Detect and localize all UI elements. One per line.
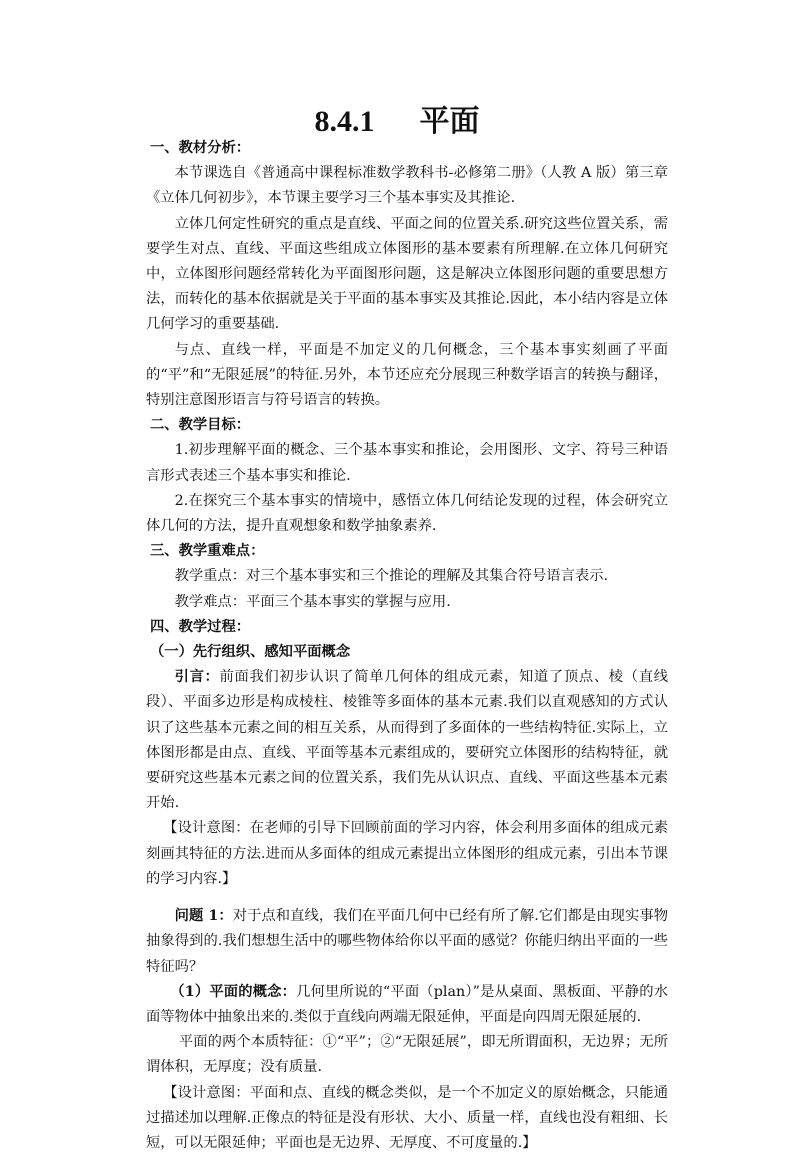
paragraph-intro	[146, 665, 668, 816]
paragraph-question-1	[146, 904, 668, 980]
page-title: 8.4.1 平面	[314, 105, 480, 138]
question-text: 对于点和直线，我们在平面几何中已经有所了解.它们都是由现实事物抽象得到的.我们想想生活中的哪些物体给你以平面的感觉？你能归纳出平面的一些特征吗？	[146, 908, 668, 975]
section-heading-key-points: 三、教学重难点：	[150, 543, 265, 560]
intro-text: 前面我们初步认识了简单几何体的组成元素，知道了顶点、棱（直线段）、平面多边形是构成棱柱、棱锥等多面体的基本元素.我们以直观感知的方式认识了这些基本元素之间的相互关系，从而得到了多面体的一些结构特征.实际上，立体图形都是由点、直线、平面等基本元素组成的，要研究立体图形的结构特征，就要研究这些基本元素之间的位置关系，我们先从认识点、直线、平面这些基本元素开始.	[146, 669, 669, 812]
paragraph: 2.在探究三个基本事实的情境中，感悟立体几何结论发现的过程，体会研究立体几何的方法，提升直观想象和数学抽象素养.	[146, 492, 668, 535]
paragraph: 立体几何定性研究的重点是直线、平面之间的位置关系.研究这些位置关系，需要学生对点、直线、平面这些组成立体图形的基本要素有所理解.在立体几何研究中，立体图形问题经常转化为平面图形问题，这是解决立体图形问题的重要思想方法，而转化的基本依据就是关于平面的基本事实及其推论.因此，本小结内容是立体几何学习的重要基础.	[146, 215, 668, 333]
paragraph: 教学难点：平面三个基本事实的掌握与应用.	[174, 593, 451, 610]
design-intent: 【设计意图：在老师的引导下回顾前面的学习内容，体会利用多面体的组成元素刻画其特征的方法.进而从多面体的组成元素提出立体图形的组成元素，引出本节课的学习内容.】	[146, 820, 668, 887]
paragraph: 1.初步理解平面的概念、三个基本事实和推论，会用图形、文字、符号三种语言形式表述三个基本事实和推论.	[146, 442, 668, 484]
paragraph: 本节课选自《普通高中课程标准数学教科书-必修第二册》（人教 A 版）第三章《立体几何初步》，本节课主要学习三个基本事实及其推论.	[146, 165, 668, 207]
section-heading-analysis: 一、教材分析：	[150, 140, 251, 156]
subsection-heading: （一）先行组织、感知平面概念	[150, 644, 351, 661]
paragraph-concept	[146, 980, 668, 1030]
paragraph-features: 平面的两个本质特征：①“平”；②“无限延展”，即无所谓面积，无边界；无所谓体积，无厚度；没有质量.	[146, 1034, 668, 1076]
question-label: 问题 1：	[174, 908, 233, 925]
section-heading-process: 四、教学过程：	[150, 618, 251, 635]
document-body	[146, 136, 668, 1156]
paragraph: 教学重点：对三个基本事实和三个推论的理解及其集合符号语言表示.	[174, 568, 609, 585]
section-heading-goals: 二、教学目标：	[150, 417, 251, 434]
paragraph: 与点、直线一样，平面是不加定义的几何概念，三个基本事实刻画了平面的“平”和“无限延展”的特征.另外，本节还应充分展现三种数学语言的转换与翻译，特别注意图形语言与符号语言的转换。	[146, 341, 668, 409]
design-intent: 【设计意图：平面和点、直线的概念类似，是一个不加定义的原始概念，只能通过描述加以理解.正像点的特征是没有形状、大小、质量一样，直线也没有粗细、长短，可以无限延伸；平面也是无边界、无厚度、不可度量的.】	[146, 1084, 668, 1151]
concept-label: （1）平面的概念：	[170, 983, 297, 1000]
intro-label: 引言：	[174, 669, 220, 686]
concept-text: 几何里所说的“平面（plan）”是从桌面、黑板面、平静的水面等物体中抽象出来的.类似于直线向两端无限延伸，平面是向四周无限延展的.	[146, 983, 668, 1025]
